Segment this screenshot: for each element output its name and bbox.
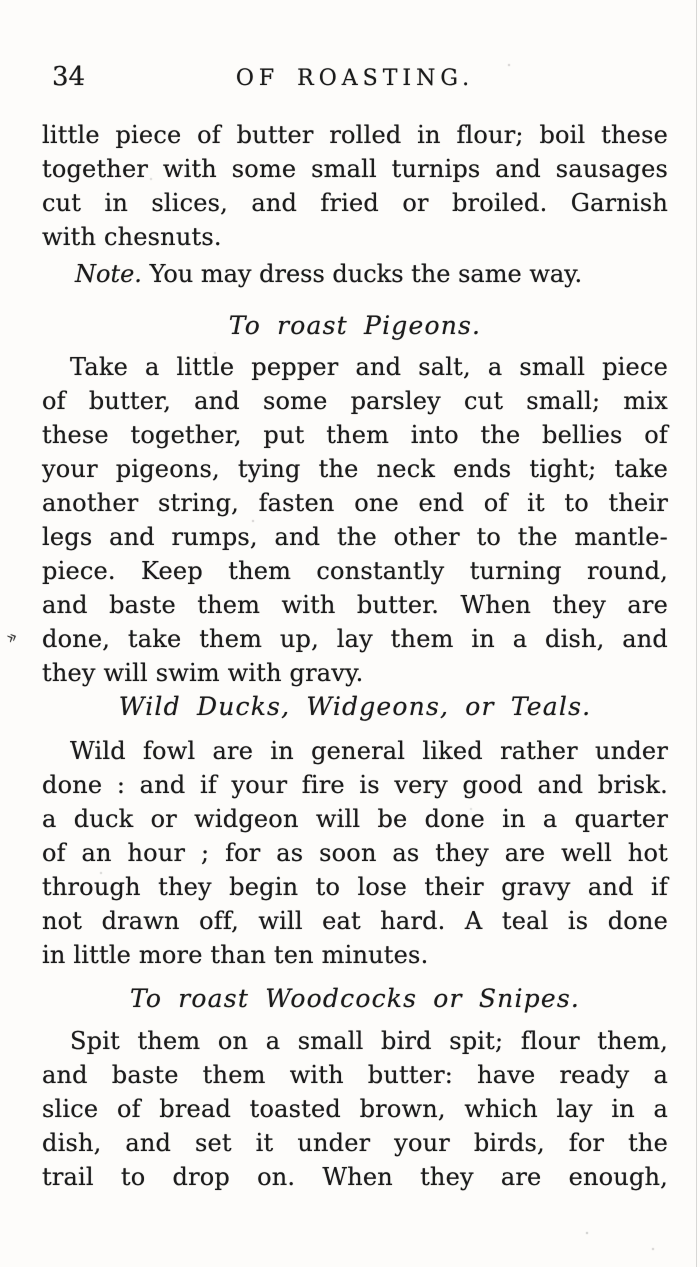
page-number: 34 xyxy=(52,62,86,92)
recipe-heading-woodcocks: To roast Woodcocks or Snipes. xyxy=(129,984,581,1013)
text-line: with chesnuts. xyxy=(42,223,222,251)
text-line: piece. Keep them constantly turning round, xyxy=(42,557,668,585)
text-line: Take a little pepper and salt, a small piece xyxy=(70,353,668,381)
running-title: OF ROASTING. xyxy=(235,66,475,91)
text-line: Wild fowl are in general liked rather under xyxy=(70,737,668,765)
text-line: cut in slices, and fried or broiled. Garnish xyxy=(42,189,668,217)
text-line: legs and rumps, and the other to the mantle- xyxy=(42,523,668,551)
note-label: Note. xyxy=(75,260,142,288)
text-line: trail to drop on. When they are enough, xyxy=(42,1163,668,1191)
text-line: done, take them up, lay them in a dish, and xyxy=(42,625,668,653)
scan-noise-specks xyxy=(0,0,2,2)
text-line: done : and if your fire is very good and brisk. xyxy=(42,771,668,799)
scan-edge-line xyxy=(696,0,697,1267)
text-line: in little more than ten minutes. xyxy=(42,941,429,969)
recipe-paragraph-woodcocks xyxy=(42,1024,668,1194)
text-line: these together, put them into the bellies of xyxy=(42,421,668,449)
text-line: another string, fasten one end of it to their xyxy=(42,489,668,517)
text-line: they will swim with gravy. xyxy=(42,659,364,687)
text-line: a duck or widgeon will be done in a quarter xyxy=(42,805,668,833)
text-line: together with some small turnips and sausages xyxy=(42,155,668,183)
note-text: You may dress ducks the same way. xyxy=(141,260,583,288)
recipe-paragraph-pigeons xyxy=(42,350,668,690)
recipe-paragraph-wild-ducks xyxy=(42,734,668,972)
text-line: slice of bread toasted brown, which lay in a xyxy=(42,1095,668,1123)
text-line: not drawn off, will eat hard. A teal is done xyxy=(42,907,668,935)
text-line: dish, and set it under your birds, for the xyxy=(42,1129,668,1157)
text-line: of an hour ; for as soon as they are well hot xyxy=(42,839,668,867)
recipe-heading-pigeons: To roast Pigeons. xyxy=(228,311,482,340)
text-line: and baste them with butter: have ready a xyxy=(42,1061,668,1089)
recipe-heading-wild-ducks: Wild Ducks, Widgeons, or Teals. xyxy=(118,692,592,721)
text-line: your pigeons, tying the neck ends tight; take xyxy=(42,455,668,483)
text-line: and baste them with butter. When they are xyxy=(42,591,668,619)
text-line: Spit them on a small bird spit; flour them, xyxy=(70,1027,668,1055)
intro-paragraph xyxy=(42,118,668,254)
text-line: through they begin to lose their gravy and if xyxy=(42,873,668,901)
text-line: little piece of butter rolled in flour; boil these xyxy=(42,121,668,149)
page-header xyxy=(42,60,668,94)
note-line xyxy=(42,257,668,291)
margin-printers-mark: » xyxy=(3,627,20,649)
text-line: of butter, and some parsley cut small; mix xyxy=(42,387,668,415)
